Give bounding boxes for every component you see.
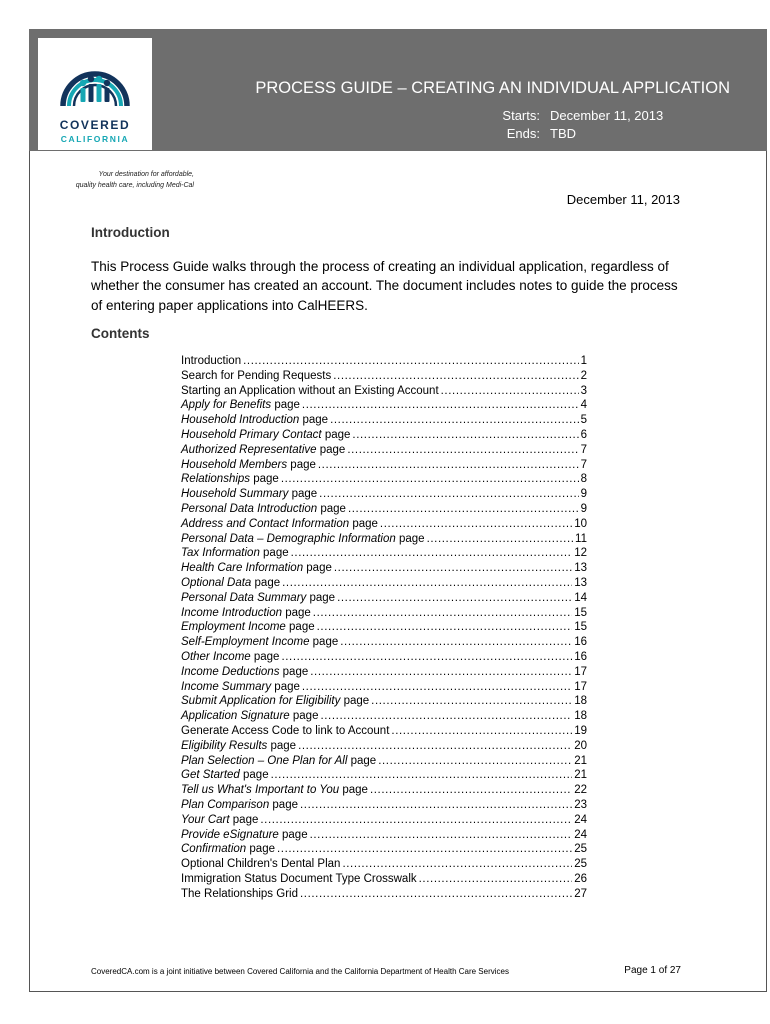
toc-entry-title[interactable] <box>181 798 298 813</box>
toc-entry-title[interactable] <box>181 606 311 621</box>
toc-entry[interactable] <box>181 724 587 739</box>
toc-entry-title-text: Introduction <box>181 355 242 367</box>
toc-entry-title-text: Tax Information <box>181 547 260 560</box>
toc-entry[interactable] <box>181 369 587 384</box>
toc-entry-page: 20 <box>574 739 587 752</box>
toc-entry-suffix: page <box>289 710 319 723</box>
toc-leader-dots <box>342 857 572 872</box>
toc-leader-dots <box>352 428 578 443</box>
toc-entry-title-text: Application Signature <box>181 710 290 723</box>
toc-entry[interactable] <box>181 620 587 635</box>
toc-leader-dots <box>300 798 572 813</box>
toc-entry[interactable] <box>181 532 587 547</box>
toc-entry-page: 10 <box>574 517 587 530</box>
toc-entry[interactable] <box>181 487 587 502</box>
toc-leader-dots <box>300 887 572 902</box>
toc-entry-title-text: Confirmation <box>181 843 247 856</box>
toc-entry-suffix: page <box>303 562 332 575</box>
toc-entry-suffix: page <box>246 843 275 856</box>
logo-word-california: CALIFORNIA <box>60 134 130 144</box>
table-of-contents <box>181 354 587 901</box>
toc-entry[interactable] <box>181 680 587 695</box>
toc-entry-suffix: page <box>250 473 279 486</box>
toc-entry-title[interactable] <box>181 650 279 665</box>
toc-entry-suffix: page <box>282 606 311 619</box>
ends-row <box>492 126 576 141</box>
toc-entry-title-text: Eligibility Results <box>181 739 268 752</box>
toc-entry-page: 9 <box>580 502 587 515</box>
toc-entry[interactable] <box>181 384 587 399</box>
toc-entry-suffix: page <box>279 665 309 678</box>
tagline-line-1: Your destination for affordable, <box>98 171 194 178</box>
toc-entry-page: 11 <box>575 532 587 545</box>
toc-leader-dots <box>419 872 573 887</box>
toc-leader-dots <box>371 694 572 709</box>
toc-leader-dots <box>330 413 579 428</box>
toc-entry-title[interactable] <box>181 546 289 561</box>
toc-leader-dots <box>302 680 572 695</box>
covered-california-logo <box>38 38 152 150</box>
toc-entry-title-text: Household Summary <box>181 488 289 501</box>
toc-entry[interactable] <box>181 398 587 413</box>
introduction-body: This Process Guide walks through the process of creating an individual application, regardless of whether the consumer has created an account. The document includes notes to guide the process of entering paper applications into CalHEERS. <box>91 259 678 313</box>
toc-entry[interactable] <box>181 857 587 872</box>
toc-leader-dots <box>271 768 573 783</box>
toc-entry-title[interactable] <box>181 783 368 798</box>
toc-entry-title[interactable] <box>181 502 346 517</box>
toc-entry-page: 13 <box>574 576 587 589</box>
toc-entry[interactable] <box>181 828 587 843</box>
toc-entry[interactable] <box>181 872 587 887</box>
toc-entry[interactable] <box>181 768 587 783</box>
toc-entry-title[interactable] <box>181 384 439 399</box>
toc-entry-title[interactable] <box>181 532 425 547</box>
toc-entry-title-text: Household Members <box>181 458 288 471</box>
toc-entry-suffix: page <box>316 443 346 456</box>
toc-entry-title[interactable] <box>181 487 317 502</box>
toc-entry[interactable] <box>181 635 587 650</box>
toc-entry-suffix: page <box>306 591 336 604</box>
toc-entry-suffix: page <box>259 547 289 560</box>
toc-entry-title-text: Immigration Status Document Type Crosswalk <box>181 872 417 885</box>
toc-entry[interactable] <box>181 546 587 561</box>
toc-entry[interactable] <box>181 650 587 665</box>
toc-leader-dots <box>291 546 573 561</box>
toc-entry-page: 12 <box>574 547 587 560</box>
toc-entry-title-text: Personal Data Summary <box>181 591 307 604</box>
toc-entry-page: 8 <box>580 473 587 486</box>
toc-entry-page: 24 <box>574 813 587 826</box>
toc-entry-title-text: Income Summary <box>181 680 272 693</box>
toc-entry-title-text: Tell us What's Important to You <box>181 784 340 797</box>
toc-entry-page: 15 <box>574 621 587 634</box>
toc-entry[interactable] <box>181 783 587 798</box>
toc-leader-dots <box>310 665 572 680</box>
toc-entry-suffix: page <box>271 680 300 693</box>
toc-entry-page: 17 <box>574 680 587 693</box>
toc-entry-title-text: Income Deductions <box>181 665 280 678</box>
toc-entry-title[interactable] <box>181 458 316 473</box>
toc-entry-page: 27 <box>574 887 587 900</box>
toc-entry-title-text: Get Started <box>181 769 240 782</box>
toc-leader-dots <box>347 443 578 458</box>
toc-entry[interactable] <box>181 694 587 709</box>
toc-entry-page: 5 <box>580 414 587 427</box>
toc-entry-page: 9 <box>580 488 587 501</box>
toc-entry[interactable] <box>181 443 587 458</box>
toc-entry-title[interactable] <box>181 680 300 695</box>
toc-leader-dots <box>318 458 579 473</box>
toc-entry-title[interactable] <box>181 517 378 532</box>
introduction-heading: Introduction <box>91 225 170 240</box>
toc-entry-suffix: page <box>229 813 259 826</box>
toc-entry[interactable] <box>181 428 587 443</box>
toc-entry-page: 15 <box>574 606 587 619</box>
toc-entry-title[interactable] <box>181 828 308 843</box>
toc-entry-title-text: Household Primary Contact <box>181 428 322 441</box>
toc-entry-title[interactable] <box>181 413 328 428</box>
toc-entry-title[interactable] <box>181 620 315 635</box>
toc-entry[interactable] <box>181 798 587 813</box>
toc-entry-title[interactable] <box>181 754 376 769</box>
toc-leader-dots <box>378 754 572 769</box>
toc-entry[interactable] <box>181 739 587 754</box>
toc-leader-dots <box>340 635 572 650</box>
toc-leader-dots <box>260 813 572 828</box>
toc-entry-page: 22 <box>574 784 587 797</box>
toc-entry-page: 25 <box>574 858 587 871</box>
toc-entry-title-text: Employment Income <box>181 621 286 634</box>
toc-leader-dots <box>310 828 573 843</box>
toc-entry-title-text: Household Introduction <box>181 414 300 427</box>
toc-entry[interactable] <box>181 842 587 857</box>
toc-entry-page: 7 <box>580 458 587 471</box>
toc-entry-title[interactable] <box>181 872 417 887</box>
toc-entry-page: 3 <box>580 384 587 397</box>
toc-entry[interactable] <box>181 517 587 532</box>
starts-row <box>492 108 663 123</box>
toc-entry-suffix: page <box>395 532 425 545</box>
toc-entry-title-text: Apply for Benefits <box>181 399 272 412</box>
toc-entry-page: 1 <box>580 355 587 367</box>
toc-entry-suffix: page <box>339 784 368 797</box>
toc-entry-title-text: Health Care Information <box>181 562 304 575</box>
toc-entry-suffix: page <box>267 739 297 752</box>
toc-leader-dots <box>337 591 572 606</box>
toc-entry-suffix: page <box>285 621 315 634</box>
toc-entry-title-text: Generate Access Code to link to Account <box>181 724 390 737</box>
toc-entry-title-text: Submit Application for Eligibility <box>181 695 341 708</box>
toc-entry-page: 23 <box>574 798 587 811</box>
toc-leader-dots <box>281 472 579 487</box>
toc-entry-suffix: page <box>239 769 269 782</box>
toc-leader-dots <box>298 739 572 754</box>
toc-entry-page: 17 <box>574 665 587 678</box>
toc-leader-dots <box>302 398 579 413</box>
toc-entry-title-text: Plan Selection – One Plan for All <box>181 754 348 767</box>
toc-entry-title-text: Optional Children's Dental Plan <box>181 858 341 871</box>
toc-entry-title[interactable] <box>181 724 389 739</box>
toc-entry-page: 13 <box>574 562 587 575</box>
toc-entry-suffix: page <box>349 517 378 530</box>
toc-entry[interactable] <box>181 458 587 473</box>
toc-entry-title[interactable] <box>181 709 318 724</box>
toc-entry-page: 18 <box>574 695 587 708</box>
toc-leader-dots <box>391 724 572 739</box>
toc-entry-title-text: Plan Comparison <box>181 798 270 811</box>
toc-entry-suffix: page <box>251 576 281 589</box>
toc-leader-dots <box>313 606 572 621</box>
toc-entry-suffix: page <box>271 399 300 412</box>
toc-entry-suffix: page <box>340 695 370 708</box>
toc-leader-dots <box>319 487 578 502</box>
toc-leader-dots <box>427 532 573 547</box>
toc-entry-suffix: page <box>321 428 351 441</box>
toc-entry-title-text: Address and Contact Information <box>181 517 350 530</box>
toc-entry-page: 2 <box>580 369 587 382</box>
toc-entry[interactable] <box>181 709 587 724</box>
toc-leader-dots <box>380 517 572 532</box>
toc-entry-title[interactable] <box>181 768 269 783</box>
toc-entry-suffix: page <box>309 636 339 649</box>
toc-leader-dots <box>277 842 572 857</box>
toc-entry-title-text: Your Cart <box>181 813 230 826</box>
toc-entry-page: 16 <box>574 650 587 663</box>
toc-entry-title-text: Optional Data <box>181 576 252 589</box>
toc-entry[interactable] <box>181 754 587 769</box>
toc-entry-page: 24 <box>574 828 587 841</box>
toc-entry-title[interactable] <box>181 635 338 650</box>
toc-entry[interactable] <box>181 591 587 606</box>
toc-leader-dots <box>334 561 572 576</box>
toc-entry-page: 6 <box>580 428 587 441</box>
toc-entry-suffix: page <box>288 488 318 501</box>
toc-entry-title-text: Search for Pending Requests <box>181 369 332 382</box>
toc-entry-title[interactable] <box>181 739 296 754</box>
toc-entry[interactable] <box>181 561 587 576</box>
document-date: December 11, 2013 <box>566 192 680 207</box>
toc-entry-title-text: Starting an Application without an Existing Account <box>181 384 439 397</box>
toc-leader-dots <box>317 620 573 635</box>
toc-entry-suffix: page <box>347 754 377 767</box>
toc-entry-suffix: page <box>278 828 308 841</box>
footer-text: CoveredCA.com is a joint initiative between Covered California and the California Department of Health Care Services <box>91 967 509 976</box>
toc-entry-suffix: page <box>299 414 329 427</box>
page-title: PROCESS GUIDE – CREATING AN INDIVIDUAL APPLICATION <box>255 79 730 97</box>
toc-entry-title[interactable] <box>181 354 241 369</box>
logo-word-covered: COVERED <box>59 118 131 132</box>
toc-leader-dots <box>320 709 572 724</box>
toc-entry-page: 21 <box>574 769 587 782</box>
toc-entry-page: 25 <box>574 843 587 856</box>
toc-entry-title-text: Relationships <box>181 473 251 486</box>
toc-entry-title[interactable] <box>181 398 300 413</box>
toc-entry-suffix: page <box>317 502 346 515</box>
toc-entry-title-text: The Relationships Grid <box>181 887 298 900</box>
toc-leader-dots <box>348 502 579 517</box>
toc-leader-dots <box>333 369 578 384</box>
tagline-line-2: quality health care, including Medi-Cal <box>75 182 194 189</box>
toc-entry[interactable] <box>181 665 587 680</box>
toc-entry-title[interactable] <box>181 694 369 709</box>
toc-entry-title[interactable] <box>181 591 335 606</box>
tagline <box>34 169 194 191</box>
toc-entry-title-text: Self-Employment Income <box>181 636 310 649</box>
toc-entry[interactable] <box>181 354 587 369</box>
toc-entry-title[interactable] <box>181 428 350 443</box>
toc-leader-dots <box>282 576 572 591</box>
toc-entry[interactable] <box>181 813 587 828</box>
toc-entry-page: 14 <box>574 591 587 604</box>
toc-entry-page: 19 <box>574 724 587 737</box>
toc-entry-page: 16 <box>574 636 587 649</box>
toc-entry-suffix: page <box>287 458 316 471</box>
page-number: Page 1 of 27 <box>624 965 681 976</box>
toc-leader-dots <box>243 354 578 369</box>
toc-entry-suffix: page <box>269 798 298 811</box>
toc-entry-page: 26 <box>574 872 587 885</box>
starts-label: Starts: <box>502 108 540 123</box>
toc-entry[interactable] <box>181 576 587 591</box>
toc-entry-title[interactable] <box>181 561 332 576</box>
toc-entry-page: 7 <box>580 443 587 456</box>
toc-entry-title[interactable] <box>181 576 280 591</box>
toc-entry[interactable] <box>181 887 587 902</box>
toc-entry-page: 4 <box>580 399 587 412</box>
contents-heading: Contents <box>91 326 150 341</box>
toc-entry-title[interactable] <box>181 665 308 680</box>
toc-entry-title-text: Personal Data – Demographic Information <box>181 532 396 545</box>
toc-entry[interactable] <box>181 502 587 517</box>
toc-leader-dots <box>370 783 572 798</box>
ends-label: Ends: <box>506 126 540 141</box>
toc-entry[interactable] <box>181 413 587 428</box>
ends-value: TBD <box>550 126 576 141</box>
toc-leader-dots <box>441 384 579 399</box>
toc-entry-title[interactable] <box>181 887 298 902</box>
toc-entry-title-text: Income Introduction <box>181 606 283 619</box>
toc-leader-dots <box>281 650 572 665</box>
toc-entry-page: 18 <box>574 710 587 723</box>
toc-entry[interactable] <box>181 606 587 621</box>
toc-entry-title-text: Authorized Representative <box>181 443 317 456</box>
toc-entry-title[interactable] <box>181 813 258 828</box>
toc-entry-title[interactable] <box>181 369 331 384</box>
toc-entry-title[interactable] <box>181 842 275 857</box>
starts-value: December 11, 2013 <box>550 108 664 123</box>
toc-entry-title[interactable] <box>181 472 279 487</box>
toc-entry-title-text: Other Income <box>181 650 251 663</box>
toc-entry-title-text: Provide eSignature <box>181 828 279 841</box>
toc-entry-title-text: Personal Data Introduction <box>181 502 318 515</box>
toc-entry-title[interactable] <box>181 443 345 458</box>
toc-entry[interactable] <box>181 472 587 487</box>
toc-entry-suffix: page <box>250 650 280 663</box>
toc-entry-title[interactable] <box>181 857 340 872</box>
toc-entry-page: 21 <box>574 754 587 767</box>
